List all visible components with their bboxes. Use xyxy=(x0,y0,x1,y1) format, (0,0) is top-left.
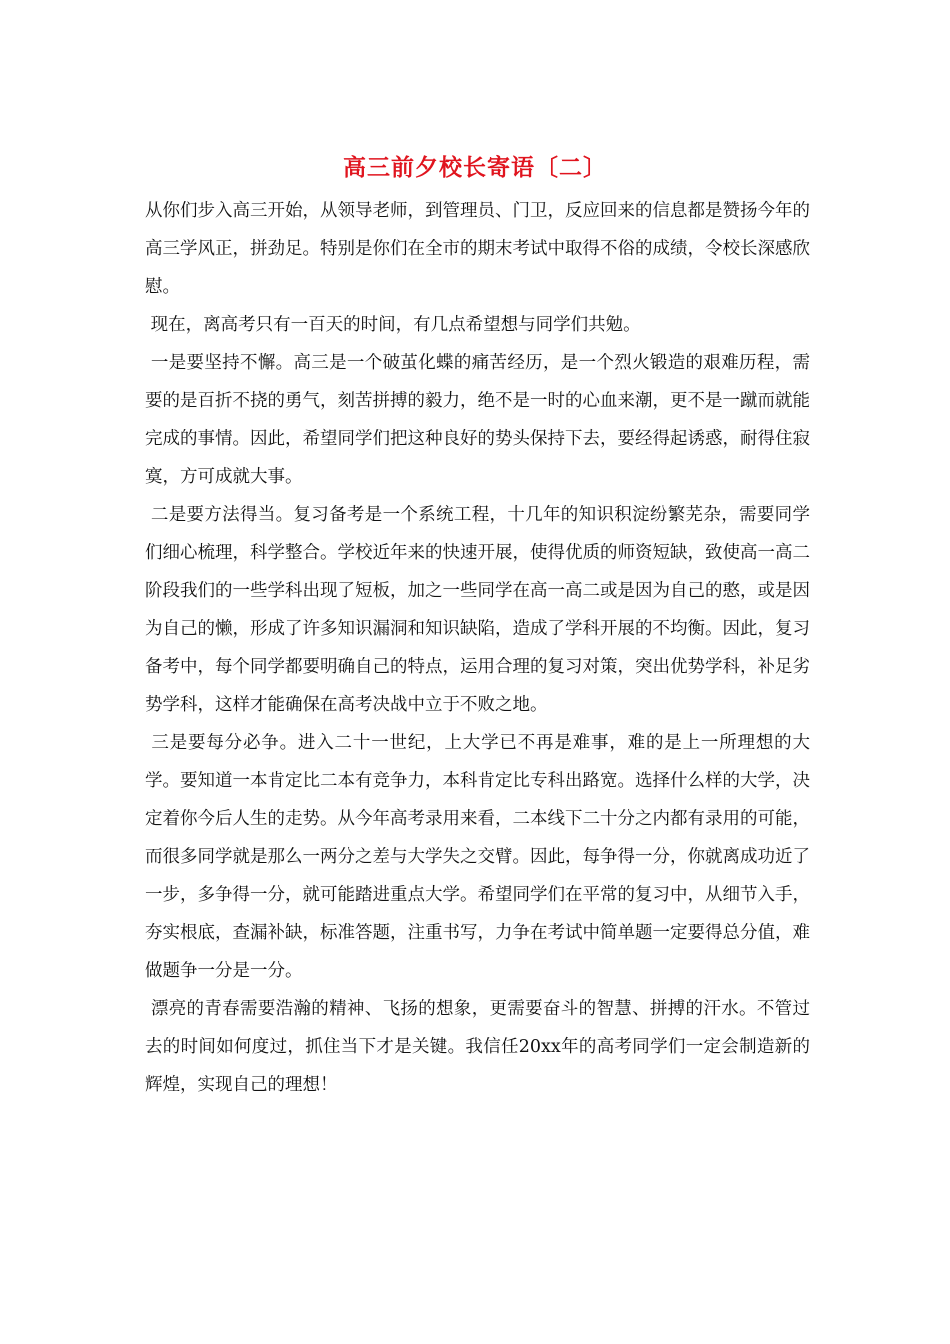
document-body xyxy=(145,192,810,1104)
paragraph-point-one: 一是要坚持不懈。高三是一个破茧化蝶的痛苦经历，是一个烈火锻造的艰难历程，需要的是百折不挠的勇气，刻苦拼搏的毅力，绝不是一时的心血来潮，更不是一蹴而就能完成的事情。因此，希望同学们把这种良好的势头保持下去，要经得起诱惑，耐得住寂寞，方可成就大事。 xyxy=(145,353,810,487)
paragraph-hundred-days: 现在，离高考只有一百天的时间，有几点希望想与同学们共勉。 xyxy=(145,315,641,335)
paragraph-point-two: 二是要方法得当。复习备考是一个系统工程，十几年的知识积淀纷繁芜杂，需要同学们细心梳理，科学整合。学校近年来的快速开展，使得优质的师资短缺，致使高一高二阶段我们的一些学科出现了短板，加之一些同学在高一高二或是因为自己的憨，或是因为自己的懒，形成了许多知识漏洞和知识缺陷，造成了学科开展的不均衡。因此，复习备考中，每个同学都要明确自己的特点，运用合理的复习对策，突出优势学科，补足劣势学科，这样才能确保在高考决战中立于不败之地。 xyxy=(145,505,810,715)
paragraph-point-three: 三是要每分必争。进入二十一世纪，上大学已不再是难事，难的是上一所理想的大学。要知道一本肯定比二本有竞争力，本科肯定比专科出路宽。选择什么样的大学，决定着你今后人生的走势。从今年高考录用来看，二本线下二十分之内都有录用的可能，而很多同学就是那么一两分之差与大学失之交臂。因此，每争得一分，你就离成功近了一步，多争得一分，就可能踏进重点大学。希望同学们在平常的复习中，从细节入手，夯实根底，查漏补缺，标准答题，注重书写，力争在考试中简单题一定要得总分值，难做题争一分是一分。 xyxy=(145,733,810,981)
paragraph-closing: 漂亮的青春需要浩瀚的精神、飞扬的想象，更需要奋斗的智慧、拼搏的汗水。不管过去的时间如何度过，抓住当下才是关键。我信任20xx年的高考同学们一定会制造新的辉煌，实现自己的理想！ xyxy=(145,999,810,1095)
paragraph-intro: 从你们步入高三开始，从领导老师，到管理员、门卫，反应回来的信息都是赞扬今年的高三学风正，拼劲足。特别是你们在全市的期末考试中取得不俗的成绩，令校长深感欣慰。 xyxy=(145,201,810,297)
document-title: 高三前夕校长寄语〔二〕 xyxy=(343,154,607,181)
